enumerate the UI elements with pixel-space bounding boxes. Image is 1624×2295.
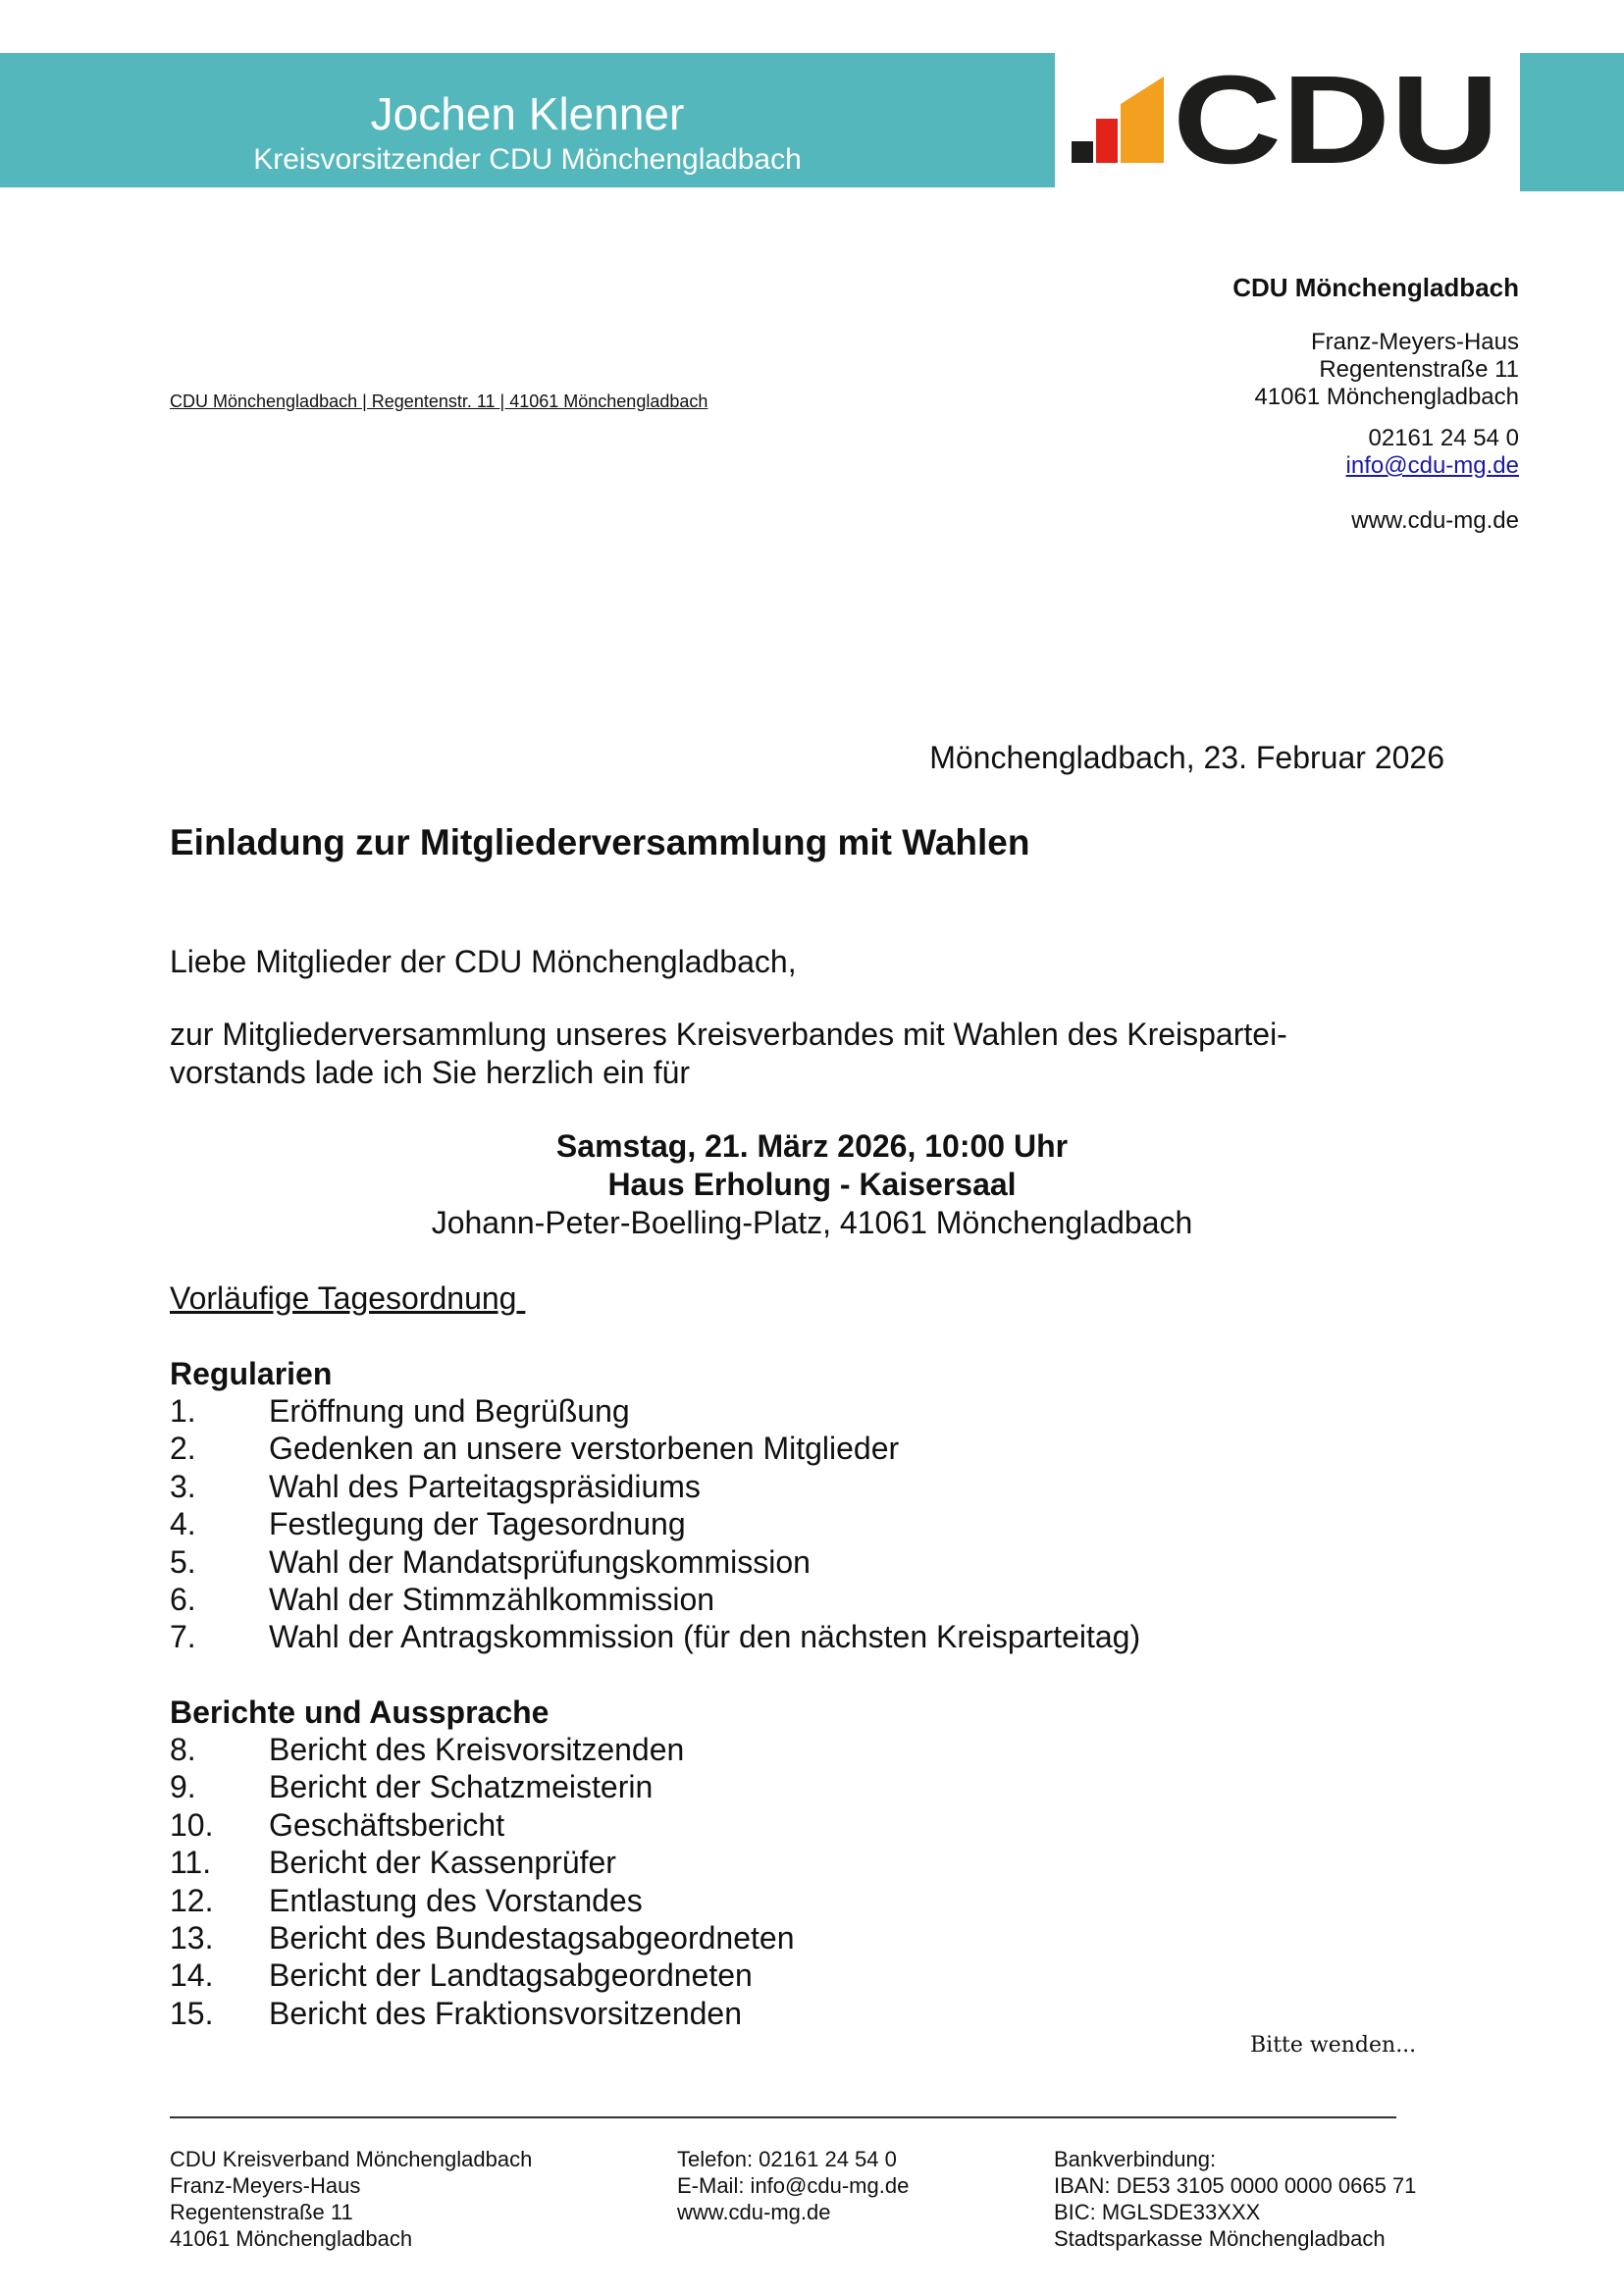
letter-subject: Einladung zur Mitgliederversammlung mit Wahlen — [170, 822, 1030, 862]
item-number: 9. — [170, 1769, 196, 1805]
item-text: Gedenken an unsere verstorbenen Mitglieder — [269, 1431, 900, 1467]
item-number: 6. — [170, 1581, 196, 1617]
item-number: 13. — [170, 1919, 214, 1956]
item-text: Festlegung der Tagesordnung — [269, 1506, 686, 1542]
list-item — [170, 1543, 1140, 1581]
item-text: Bericht der Kassenprüfer — [269, 1845, 616, 1881]
footer-bank — [1054, 2146, 1416, 2252]
list-item — [170, 1919, 795, 1956]
item-text: Bericht des Kreisvorsitzenden — [269, 1732, 685, 1767]
intro-text — [170, 1016, 1287, 1092]
sender-phone: 02161 24 54 0 — [1368, 425, 1519, 451]
list-item — [170, 1392, 1140, 1430]
item-text: Wahl der Stimmzählkommission — [269, 1581, 715, 1617]
item-number: 8. — [170, 1732, 196, 1767]
page-turn-note: Bitte wenden... — [1250, 2033, 1417, 2058]
item-text: Bericht des Fraktionsvorsitzenden — [269, 1995, 742, 2031]
sender-house: Franz-Meyers-Haus — [1310, 329, 1519, 355]
list-item — [170, 1882, 795, 1919]
item-text: Wahl der Mandatsprüfungskommission — [269, 1543, 811, 1580]
sender-website: www.cdu-mg.de — [1351, 507, 1519, 534]
footer-line: Telefon: 02161 24 54 0 — [677, 2147, 897, 2171]
footer-line: CDU Kreisverband Mönchengladbach — [170, 2147, 533, 2171]
agenda-list-berichte — [170, 1731, 795, 2032]
salutation: Liebe Mitglieder der CDU Mönchengladbach, — [170, 944, 797, 979]
header-banner-right — [1520, 53, 1624, 191]
list-item — [170, 1995, 795, 2032]
item-number: 2. — [170, 1431, 196, 1467]
footer-line: 41061 Mönchengladbach — [170, 2226, 413, 2251]
list-item — [170, 1806, 795, 1844]
agenda-section-heading: Berichte und Aussprache — [170, 1695, 550, 1730]
sender-city: 41061 Mönchengladbach — [1254, 384, 1519, 410]
footer-line: BIC: MGLSDE33XXX — [1054, 2200, 1261, 2224]
list-item — [170, 1768, 795, 1805]
logo-bar-3 — [1121, 77, 1164, 163]
item-text: Geschäftsbericht — [269, 1806, 505, 1843]
footer-divider — [170, 2116, 1396, 2118]
item-number: 11. — [170, 1845, 212, 1881]
event-address: Johann-Peter-Boelling-Platz, 41061 Mönchengladbach — [431, 1205, 1193, 1240]
footer-line: IBAN: DE53 3105 0000 0000 0665 71 — [1054, 2173, 1417, 2198]
intro-line-2: vorstands lade ich Sie herzlich ein für — [170, 1055, 691, 1090]
item-number: 1. — [170, 1393, 196, 1429]
agenda-title: Vorläufige Tagesordnung — [170, 1280, 517, 1316]
item-text: Bericht der Landtagsabgeordneten — [269, 1957, 753, 1994]
item-text: Wahl des Parteitagspräsidiums — [269, 1468, 701, 1504]
footer-line: Franz-Meyers-Haus — [170, 2173, 361, 2198]
item-text: Bericht des Bundestagsabgeordneten — [269, 1919, 795, 1956]
return-address: CDU Mönchengladbach | Regentenstr. 11 | 41061 Mönchengladbach — [170, 391, 708, 411]
item-text: Eröffnung und Begrüßung — [269, 1393, 630, 1429]
sender-street: Regentenstraße 11 — [1319, 356, 1519, 383]
footer-line: www.cdu-mg.de — [677, 2200, 831, 2224]
item-number: 14. — [170, 1957, 214, 1994]
sender-email-link[interactable]: info@cdu-mg.de — [1345, 452, 1519, 479]
author-name: Jochen Klenner — [370, 88, 685, 139]
agenda-list-regularien — [170, 1392, 1140, 1656]
footer-contact — [677, 2146, 909, 2225]
list-item — [170, 1618, 1140, 1655]
list-item — [170, 1505, 1140, 1542]
footer-address — [170, 2146, 532, 2252]
logo-bar-2 — [1096, 119, 1118, 163]
list-item — [170, 1731, 795, 1768]
item-text: Wahl der Antragskommission (für den nächsten Kreisparteitag) — [269, 1619, 1141, 1655]
footer-line: Stadtsparkasse Mönchengladbach — [1054, 2226, 1386, 2251]
footer-line: Bankverbindung: — [1054, 2147, 1217, 2171]
sender-org: CDU Mönchengladbach — [1232, 273, 1519, 302]
list-item — [170, 1581, 1140, 1618]
cdu-logo — [1070, 65, 1506, 175]
list-item — [170, 1956, 795, 1994]
item-number: 7. — [170, 1619, 196, 1655]
logo-text: CDU — [1173, 65, 1499, 175]
intro-line-1: zur Mitgliederversammlung unseres Kreisverbandes mit Wahlen des Kreispartei- — [170, 1017, 1287, 1052]
item-text: Entlastung des Vorstandes — [269, 1882, 643, 1918]
event-datetime: Samstag, 21. März 2026, 10:00 Uhr — [555, 1128, 1069, 1164]
item-number: 12. — [170, 1882, 214, 1918]
list-item — [170, 1844, 795, 1881]
letter-date: Mönchengladbach, 23. Februar 2026 — [929, 740, 1444, 775]
item-number: 10. — [170, 1806, 214, 1843]
item-text: Bericht der Schatzmeisterin — [269, 1769, 654, 1805]
agenda-section-heading: Regularien — [170, 1356, 333, 1391]
list-item — [170, 1468, 1140, 1505]
event-venue: Haus Erholung - Kaisersaal — [607, 1167, 1017, 1202]
item-number: 15. — [170, 1995, 214, 2031]
author-role: Kreisvorsitzender CDU Mönchengladbach — [253, 143, 802, 176]
logo-bar-1 — [1072, 141, 1093, 163]
item-number: 4. — [170, 1506, 196, 1542]
footer-line: E-Mail: info@cdu-mg.de — [677, 2173, 910, 2198]
footer-line: Regentenstraße 11 — [170, 2200, 353, 2224]
item-number: 5. — [170, 1543, 196, 1580]
list-item — [170, 1430, 1140, 1467]
item-number: 3. — [170, 1468, 196, 1504]
